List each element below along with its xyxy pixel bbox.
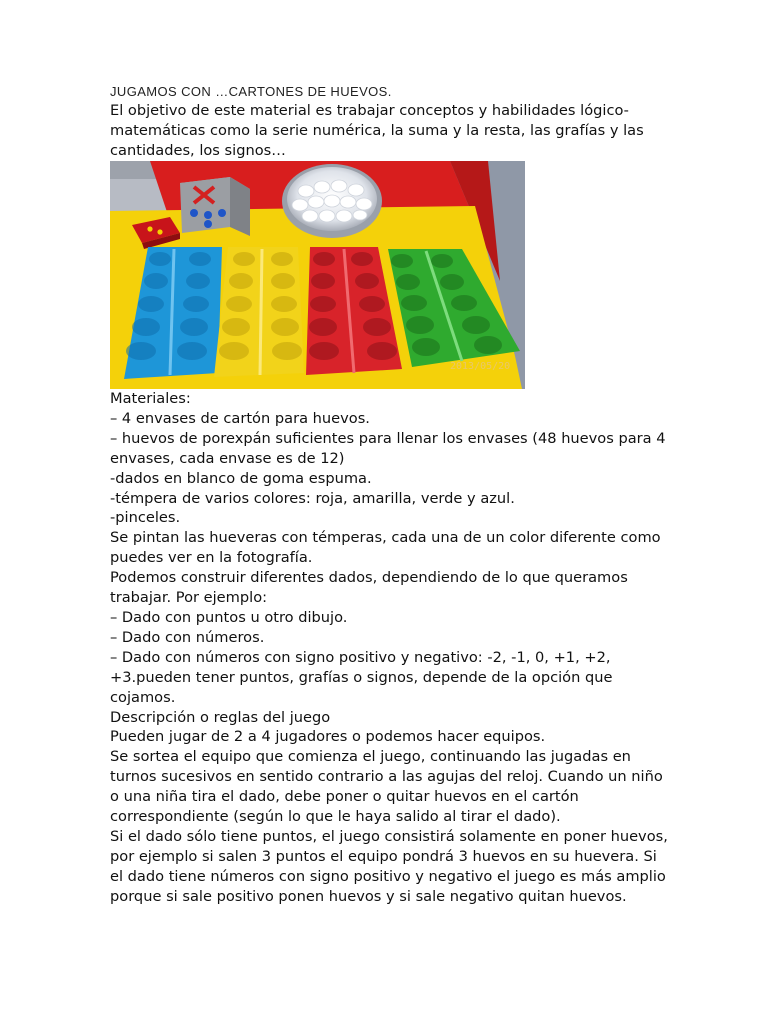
- text-line: -témpera de varios colores: roja, amarilla, verde y azul.: [110, 489, 515, 507]
- body-text: [110, 389, 670, 907]
- intro-paragraph: [110, 101, 670, 161]
- text-line: Materiales:: [110, 390, 191, 407]
- text-line: Se pintan las hueveras con témperas, cada una de un color diferente como puedes ver en la fotografía.: [110, 529, 661, 567]
- text-line: Si el dado sólo tiene puntos, el juego consistirá solamente en poner huevos, por ejemplo si salen 3 puntos el equipo pondrá 3 huevos en su huevera. Si el dado tiene números con signo positivo y negativo el juego es más amplio porque si sale positivo ponen huevos y si sale negativo quitan huevos.: [110, 827, 668, 905]
- text-line: Se sortea el equipo que comienza el juego, continuando las jugadas en turnos sucesivos en sentido contrario a las agujas del reloj. Cuando un niño o una niña tira el dado, debe poner o quitar huevos en el cartón correspondiente (según lo que le haya salido al tirar el dado).: [110, 748, 663, 826]
- intro-text: El objetivo de este material es trabajar conceptos y habilidades lógico-matemáticas como la serie numérica, la suma y la resta, las grafías y las cantidades, los signos…: [110, 102, 644, 159]
- photo-timestamp: 2013/05/20: [450, 361, 511, 372]
- text-line: Pueden jugar de 2 a 4 jugadores o podemos hacer equipos.: [110, 728, 546, 746]
- text-line: – huevos de porexpán suficientes para llenar los envases (48 huevos para 4 envases, cada envase es de 12): [110, 429, 666, 467]
- text-line: -pinceles.: [110, 509, 181, 527]
- yellow-egg-tray: [214, 247, 304, 377]
- section-heading: Descripción o reglas del juego: [110, 708, 331, 726]
- egg-cartons-photo: [110, 161, 525, 389]
- text-line: – Dado con puntos u otro dibujo.: [110, 608, 348, 626]
- grey-die: [180, 177, 250, 236]
- egg-bowl: [282, 164, 382, 238]
- document-title: JUGAMOS CON …CARTONES DE HUEVOS.: [110, 84, 392, 99]
- text-line: -dados en blanco de goma espuma.: [110, 469, 372, 487]
- text-line: – Dado con números.: [110, 628, 265, 646]
- text-line: Podemos construir diferentes dados, dependiendo de lo que queramos trabajar. Por ejemplo:: [110, 569, 628, 607]
- text-line: – 4 envases de cartón para huevos.: [110, 409, 370, 427]
- text-line: – Dado con números con signo positivo y negativo: -2, -1, 0, +1, +2, +3.pueden tener puntos, grafías o signos, depende de la opción que cojamos.: [110, 648, 613, 706]
